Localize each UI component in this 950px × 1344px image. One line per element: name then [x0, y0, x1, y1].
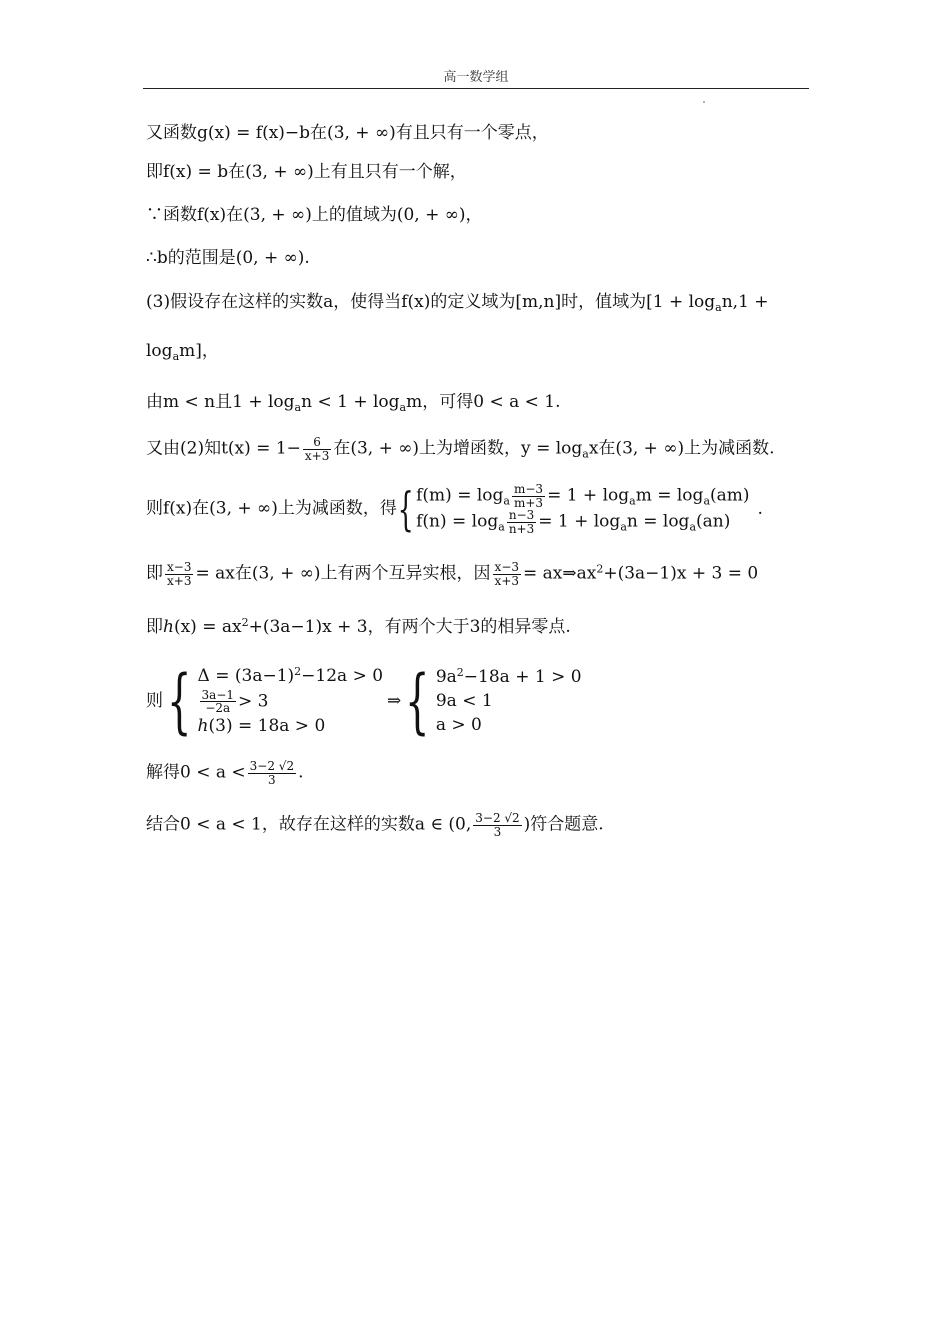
stray-dot — [703, 101, 705, 103]
inequality-system-2 — [401, 660, 582, 743]
line-13: 解得0 < a < $\frac{3-2 √2}{3}$ . — [146, 759, 304, 787]
line-2: 即f(x) = b在(3, + ∞)上有且只有一个解， — [146, 162, 467, 182]
system-row: 9a < 1 — [435, 690, 493, 711]
system-row: $f(m) = \log_a$ $\frac{m-3}{m+3}$ = $1 + \log_am = \log_a(am)$ — [416, 482, 750, 510]
system-row: a > 0 — [435, 714, 482, 735]
fraction-root: $\frac{3-2 √2}{3}$ — [249, 759, 295, 787]
line-5: (3)假设存在这样的实数a，使得当f(x)的定义域为[m,n]时，值域为[$1 + \log_an,1$ + — [146, 292, 769, 314]
line-12: 则{ $\Delta = (3a-1)^2-12a > 0$ $\frac{3a-1}{-2a}$ > 3 h(3) = 18a > 0 ⇒{ $9a^2-18a + 1 > 0$ 9a < 1 a > 0 — [146, 660, 582, 743]
line-4: ∴b的范围是(0, + ∞). — [146, 248, 310, 268]
line-10: 即 $\frac{x-3}{x+3}$ = ax在(3, + ∞)上有两个互异实根，因 $\frac{x-3}{x+3}$ = $ax\Rightarrow ax^2+(3a-1)x + 3 = 0$ — [146, 560, 759, 588]
system-row: $\frac{3a-1}{-2a}$ > 3 — [201, 687, 269, 716]
page-header — [143, 64, 809, 89]
line-7: 由m < n且$1 + \log_an < 1 + \log_am$，可得0 < a < 1. — [146, 392, 561, 414]
left-brace: { — [167, 660, 192, 743]
line-14: 结合0 < a < 1，故存在这样的实数a ∈ (0, $\frac{3-2 √2}{3}$ )符合题意. — [146, 811, 604, 839]
system-row: h(3) = 18a > 0 — [197, 715, 326, 736]
left-brace: { — [397, 482, 414, 537]
equation-system-1 — [397, 483, 750, 535]
system-row: $\Delta = (3a-1)^2-12a > 0$ — [197, 665, 384, 686]
fraction-6-over-x3: $\frac{6}{x+3}$ — [304, 435, 330, 463]
line-11: 即$h(x) = ax^2+(3a-1)x + 3$，有两个大于3的相异零点. — [146, 616, 571, 637]
line-1: 又函数g(x) = f(x)−b在(3, + ∞)有且只有一个零点， — [146, 123, 549, 143]
left-brace: { — [405, 660, 430, 743]
fraction-root: $\frac{3-2 √2}{3}$ — [475, 811, 520, 839]
system-row: $f(n) = \log_a$ $\frac{n-3}{n+3}$ = $1 + \log_an = \log_a(an)$ — [416, 508, 731, 536]
line-3: ∵函数f(x)在(3, + ∞)上的值域为(0, + ∞)， — [146, 205, 483, 225]
header-title: 高一数学组 — [443, 70, 509, 85]
line-6: $\log_am$]， — [146, 341, 219, 363]
line-8: 又由(2)知t(x) = 1− $\frac{6}{x+3}$ 在(3, + ∞)上为增函数，$y = \log_ax$在(3, + ∞)上为减函数. — [146, 435, 775, 463]
system-row: $9a^2-18a + 1 > 0$ — [435, 666, 582, 688]
line-9: 则f(x)在(3, + ∞)上为减函数，得{ $f(m) = \log_a$ $\frac{m-3}{m+3}$ = $1 + \log_am = \log_a(am)$ $f(n) = \log_a$ $\frac{n-3}{n+3}$ = $1 + \log_an = \log_a(an)$ . — [146, 482, 763, 537]
